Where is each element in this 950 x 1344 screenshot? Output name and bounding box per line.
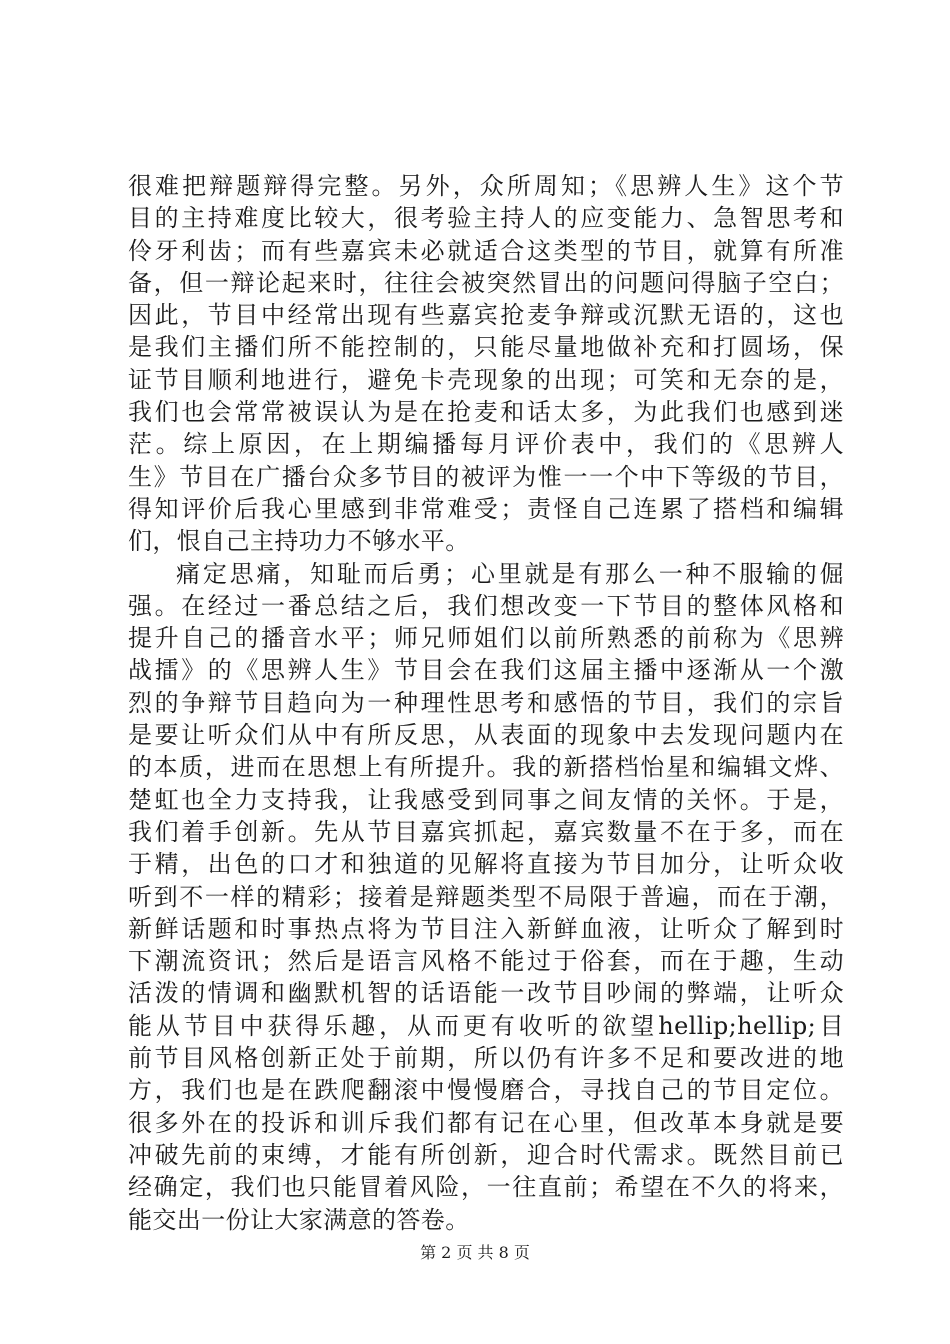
text-line: 楚虹也全力支持我，让我感受到同事之间友情的关怀。于是， [128,785,844,814]
text-line: 目的主持难度比较大，很考验主持人的应变能力、急智思考和 [128,204,844,233]
text-line: 方，我们也是在跌爬翻滚中慢慢磨合，寻找自己的节目定位。 [128,1076,844,1105]
text-line: 是要让听众们从中有所反思，从表面的现象中去发现问题内在 [128,721,844,750]
text-line: 我们也会常常被误认为是在抢麦和话太多，为此我们也感到迷 [128,398,844,427]
text-line: 新鲜话题和时事热点将为节目注入新鲜血液，让听众了解到时 [128,914,844,943]
body-text [128,170,844,1236]
text-line: 提升自己的播音水平；师兄师姐们以前所熟悉的前称为《思辨 [128,624,844,653]
paragraph-end-line: 能交出一份让大家满意的答卷。 [128,1205,470,1234]
text-line: 茫。综上原因，在上期编播每月评价表中，我们的《思辨人 [128,430,844,459]
text-line: 的本质，进而在思想上有所提升。我的新搭档怡星和编辑文烨、 [128,753,844,782]
text-line: 证节目顺利地进行，避免卡壳现象的出现；可笑和无奈的是， [128,365,844,394]
page-number-footer: 第 2 页 共 8 页 [420,1243,530,1262]
text-line: 强。在经过一番总结之后，我们想改变一下节目的整体风格和 [128,591,844,620]
text-line: 得知评价后我心里感到非常难受；责怪自己连累了搭档和编辑 [128,494,844,523]
text-line: 烈的争辩节目趋向为一种理性思考和感悟的节目，我们的宗旨 [128,688,844,717]
paragraph-start-line: 痛定思痛，知耻而后勇；心里就是有那么一种不服输的倔 [176,559,844,588]
text-line: 下潮流资讯；然后是语言风格不能过于俗套，而在于趣，生动 [128,947,844,976]
text-line: 生》节目在广播台众多节目的被评为惟一一个中下等级的节目， [128,462,844,491]
text-line: 前节目风格创新正处于前期，所以仍有许多不足和要改进的地 [128,1044,844,1073]
text-line: 是我们主播们所不能控制的，只能尽量地做补充和打圆场，保 [128,333,844,362]
text-line: 活泼的情调和幽默机智的话语能一改节目吵闹的弊端，让听众 [128,979,844,1008]
text-line: 伶牙利齿；而有些嘉宾未必就适合这类型的节目，就算有所准 [128,236,844,265]
text-line: 经确定，我们也只能冒着风险，一往直前；希望在不久的将来， [128,1173,844,1202]
text-line: 很难把辩题辩得完整。另外，众所周知；《思辨人生》这个节 [128,172,844,200]
text-line: 冲破先前的束缚，才能有所创新，迎合时代需求。既然目前已 [128,1140,844,1169]
text-line: 战擂》的《思辨人生》节目会在我们这届主播中逐渐从一个激 [128,656,844,685]
text-line: 我们着手创新。先从节目嘉宾抓起，嘉宾数量不在于多，而在 [128,817,844,846]
text-line: 备，但一辩论起来时，往往会被突然冒出的问题问得脑子空白； [128,268,844,297]
text-line: 能从节目中获得乐趣，从而更有收听的欲望hellip;hellip;目 [128,1011,844,1040]
text-line: 于精，出色的口才和独道的见解将直接为节目加分，让听众收 [128,850,844,879]
text-line: 很多外在的投诉和训斥我们都有记在心里，但改革本身就是要 [128,1108,844,1137]
paragraph-end-line: 们，恨自己主持功力不够水平。 [128,527,470,556]
text-line: 听到不一样的精彩；接着是辩题类型不局限于普遍，而在于潮， [128,882,844,911]
text-line: 因此，节目中经常出现有些嘉宾抢麦争辩或沉默无语的，这也 [128,301,844,330]
